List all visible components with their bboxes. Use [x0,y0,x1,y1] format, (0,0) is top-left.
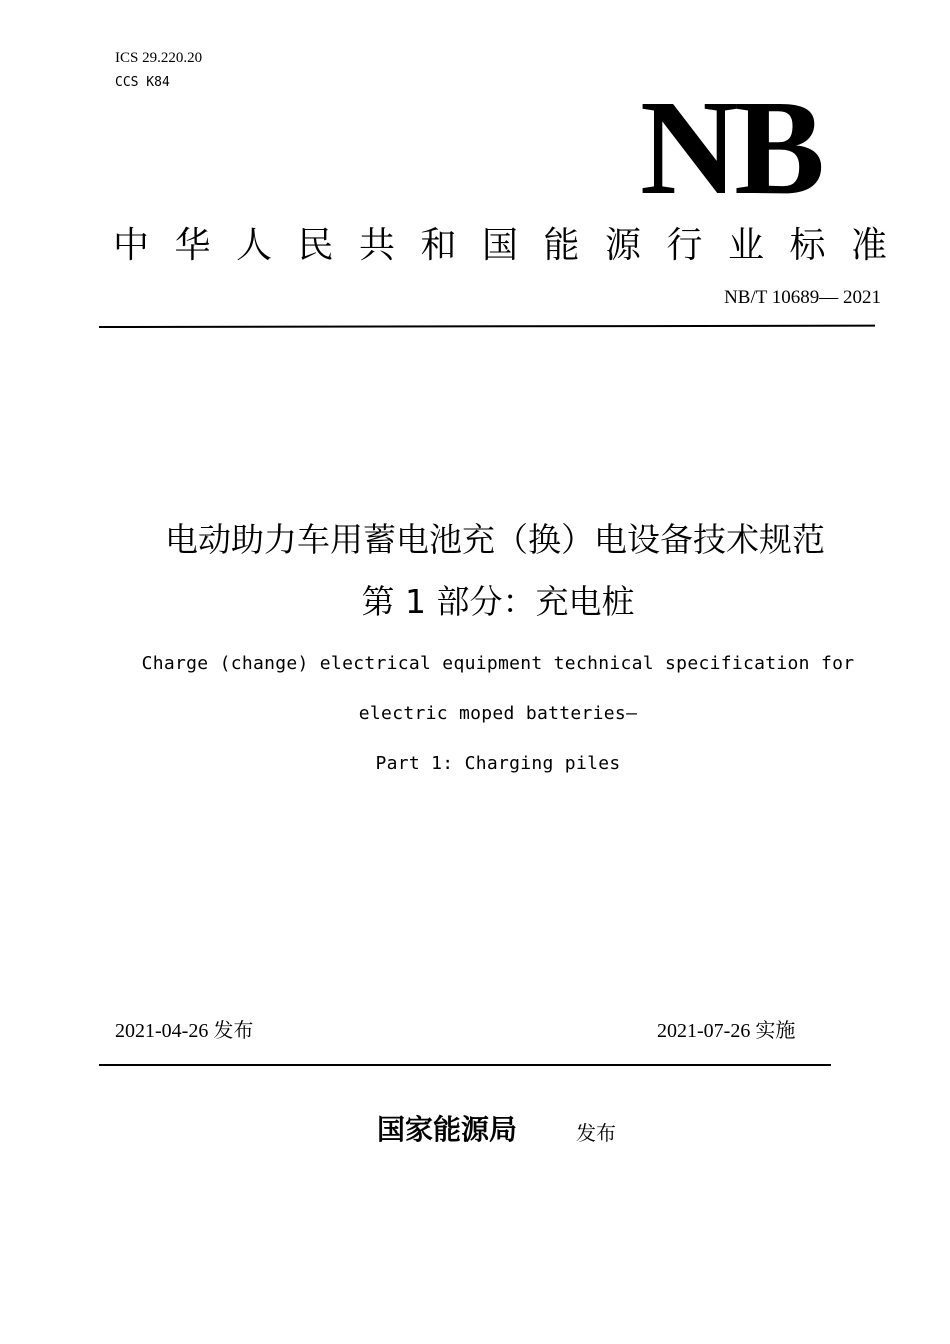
implementation-date: 2021-07-26 实施 [657,1020,796,1042]
header-divider [99,325,875,328]
document-title-cn-line1: 电动助力车用蓄电池充（换）电设备技术规范 [165,520,825,559]
nb-logo: NB [640,73,821,223]
ccs-code: CCS K84 [115,75,170,90]
industry-standard-title: 中华人民共和国能源行业标准 [113,225,913,266]
document-title-en-line1: Charge (change) electrical equipment technical specification for [141,653,855,674]
publisher-name: 国家能源局 [377,1113,518,1146]
standard-number: NB/T 10689— 2021 [724,287,881,308]
ics-code: ICS 29.220.20 [115,50,203,66]
publish-label: 发布 [576,1121,616,1145]
issue-date: 2021-04-26 发布 [115,1020,254,1042]
footer-divider [99,1064,831,1066]
document-title-cn-line2: 第 1 部分：充电桩 [361,582,635,621]
document-title-en-line2: electric moped batteries— [358,703,638,724]
document-title-en-line3: Part 1: Charging piles [375,753,621,774]
